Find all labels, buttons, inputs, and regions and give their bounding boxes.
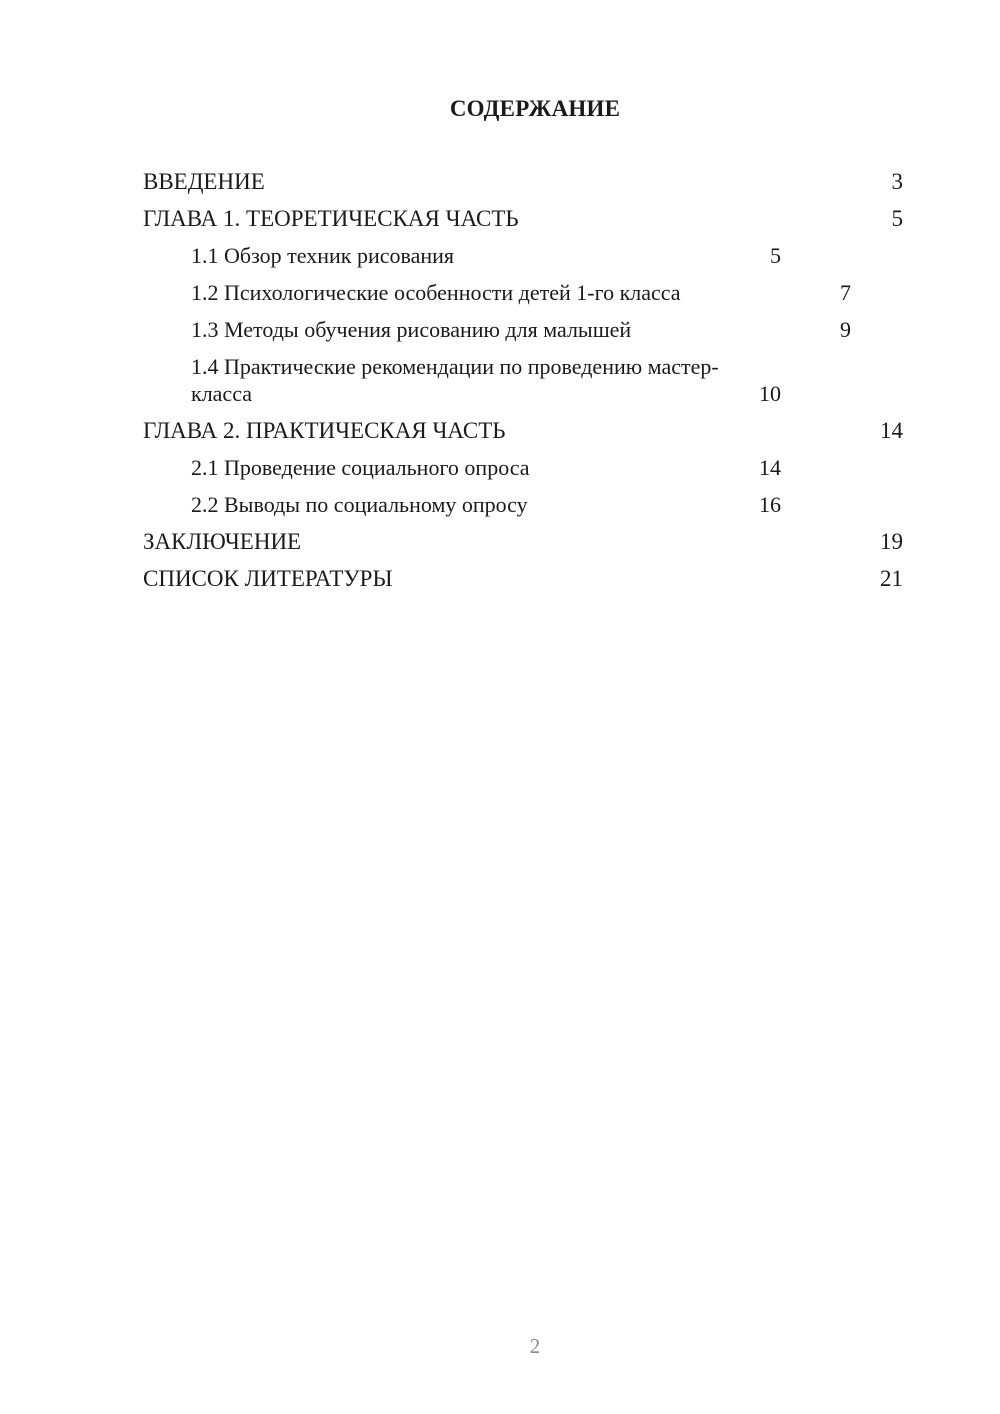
page-number: 2 [529, 1334, 541, 1358]
toc-entry-page: 14 [880, 418, 903, 443]
toc-entry-introduction[interactable] [143, 168, 918, 195]
toc-entry-page: 21 [880, 566, 903, 591]
toc-entry-page: 19 [880, 529, 903, 554]
toc-entry-section-1-2[interactable] [143, 279, 918, 306]
toc-entry-page: 9 [840, 317, 851, 342]
toc-entry-label: ВВЕДЕНИЕ [143, 169, 265, 194]
toc-entry-page: 5 [770, 243, 781, 268]
toc-entry-chapter-1[interactable] [143, 205, 918, 232]
toc-entry-page: 5 [891, 206, 903, 231]
toc-entry-chapter-2[interactable] [143, 417, 918, 444]
toc-entry-page: 14 [759, 455, 781, 480]
toc-entry-section-2-2[interactable] [143, 491, 918, 518]
toc-entry-label: 1.2 Психологические особенности детей 1-го класса [191, 280, 681, 305]
toc-entry-section-1-1[interactable] [143, 242, 918, 269]
toc-entry-section-1-3[interactable] [143, 316, 918, 343]
toc-entry-page: 7 [840, 280, 851, 305]
toc-entry-section-1-4[interactable] [143, 353, 918, 407]
toc-entry-label: 2.2 Выводы по социальному опросу [191, 492, 528, 517]
toc-entry-label: 1.3 Методы обучения рисованию для малышей [191, 317, 632, 342]
toc-entry-label: 1.1 Обзор техник рисования [191, 243, 455, 268]
toc-entry-label: 2.1 Проведение социального опроса [191, 455, 530, 480]
toc-entry-page: 10 [759, 381, 781, 406]
toc-entry-label: ГЛАВА 1. ТЕОРЕТИЧЕСКАЯ ЧАСТЬ [143, 206, 519, 231]
toc-entry-label: ГЛАВА 2. ПРАКТИЧЕСКАЯ ЧАСТЬ [143, 418, 506, 443]
toc-entry-page: 16 [759, 492, 781, 517]
toc-entry-label: 1.4 Практические рекомендации по проведению мастер-класса [191, 354, 719, 406]
toc-entry-conclusion[interactable] [143, 528, 918, 555]
toc-entry-page: 3 [891, 169, 903, 194]
toc-entry-section-2-1[interactable] [143, 454, 918, 481]
page-title: СОДЕРЖАНИЕ [449, 96, 621, 121]
table-of-contents [143, 168, 918, 602]
toc-entry-references[interactable] [143, 565, 918, 592]
toc-entry-label: СПИСОК ЛИТЕРАТУРЫ [143, 566, 393, 591]
toc-entry-label: ЗАКЛЮЧЕНИЕ [143, 529, 302, 554]
